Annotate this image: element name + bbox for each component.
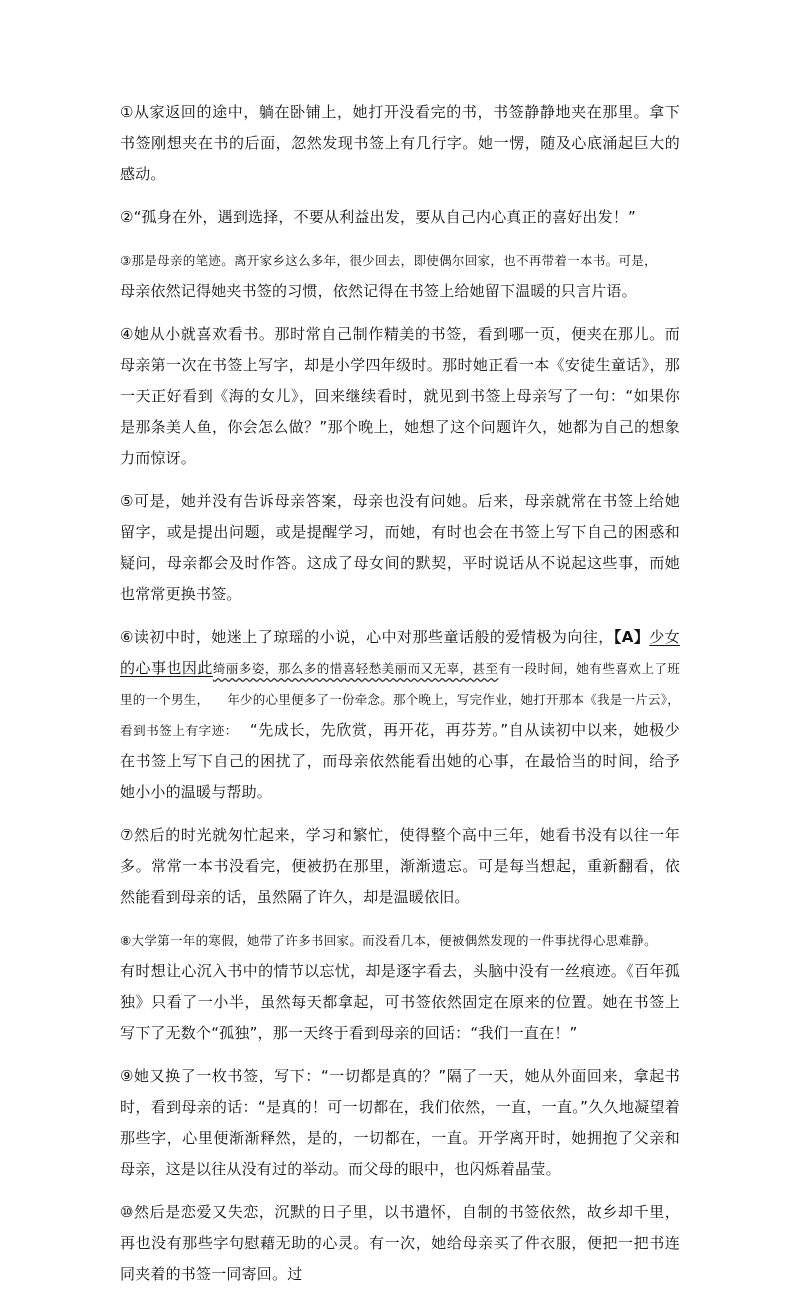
paragraph-9 <box>120 1061 680 1185</box>
document-body <box>120 97 680 1302</box>
paragraph-6-text-d: “先成长，先欣赏，再开花，再芬芳。”自从读初中以来，她极少在书签上写下自己的困扰了，而母亲依然能看出她的心事，在最恰当的时间，给予她小小的温暖与帮助。 <box>120 721 680 801</box>
paragraph-3-text-a: ③那是母亲的笔迹。离开家乡这么多年，很少回去，即使偶尔回家，也不再带着一本书。可是， <box>120 253 657 268</box>
paragraph-6-underlined: 少女的心事也因此 <box>120 628 680 677</box>
paragraph-7-text: ⑦然后的时光就匆忙起来，学习和繁忙，使得整个高中三年，她看书没有以往一年多。常常一本书没看完，便被扔在那里，渐渐遗忘。可是每当想起，重新翻看，依然能看到母亲的话，虽然隔了许久，却是温暖依旧。 <box>120 826 680 906</box>
paragraph-8-text-b: 有时想让心沉入书中的情节以忘忧，却是逐字看去，头脑中没有一丝痕迹。《百年孤独》只看了一小半，虽然每天都拿起，可书签依然固定在原来的位置。她在书签上写下了无数个“孤独”，那一天终于看到母亲的回话：“我们一直在！” <box>120 962 680 1042</box>
paragraph-6-text-b: 有一段时间，她有些喜欢上了班里的一个男生， <box>120 661 681 707</box>
paragraph-6-mark: 【A】 <box>613 628 650 646</box>
paragraph-2-text: ②“孤身在外，遇到选择，不要从利益出发，要从自己内心真正的喜好出发！” <box>120 208 636 226</box>
paragraph-1-text: ①从家返回的途中，躺在卧铺上，她打开没看完的书，书签静静地夹在那里。拿下书签刚想夹在书的后面，忽然发现书签上有几行字。她一愣，随及心底涌起巨大的感动。 <box>120 103 680 183</box>
paragraph-6-wavy: 绮丽多姿，那么多的惜喜轻愁美丽而又无辜，甚至 <box>212 661 499 676</box>
paragraph-4-text: ④她从小就喜欢看书。那时常自己制作精美的书签，看到哪一页，便夹在那儿。而母亲第一次在书签上写字，却是小学四年级时。那时她正看一本《安徒生童话》，那一天正好看到《海的女儿》，回来继续看时，就见到书签上母亲写了一句：“如果你是那条美人鱼，你会怎么做？”那个晚上，她想了这个问题许久，她都为自己的想象力而惊讶。 <box>120 325 680 467</box>
paragraph-7 <box>120 820 680 913</box>
paragraph-1 <box>120 97 680 190</box>
paragraph-10 <box>120 1197 680 1290</box>
paragraph-8 <box>120 925 680 1049</box>
paragraph-5-text: ⑤可是，她并没有告诉母亲答案，母亲也没有问她。后来，母亲就常在书签上给她留字，或是提出问题，或是提醒学习，而她，有时也会在书签上写下自己的困惑和疑问，母亲都会及时作答。这成了母女间的默契，平时说话从不说起这些事，而她也常常更换书签。 <box>120 492 680 603</box>
paragraph-6 <box>120 622 680 808</box>
paragraph-6-text-c: 年少的心里便多了一份牵念。那个晚上，写完作业，她打开那本《我是一片云》，看到书签上有字迹： <box>120 692 680 738</box>
paragraph-9-text: ⑨她又换了一枚书签，写下：“一切都是真的？”隔了一天，她从外面回来，拿起书时，看到母亲的话：“是真的！可一切都在，我们依然，一直，一直。”久久地凝望着那些字，心里便渐渐释然，是的，一切都在，一直。开学离开时，她拥抱了父亲和母亲，这是以往从没有过的举动。而父母的眼中，也闪烁着晶莹。 <box>120 1067 680 1178</box>
paragraph-8-text-a: ⑧大学第一年的寒假，她带了许多书回家。而没看几本，便被偶然发现的一件事扰得心思难静。 <box>120 933 657 948</box>
paragraph-3 <box>120 245 680 307</box>
paragraph-5 <box>120 486 680 610</box>
paragraph-10-text: ⑩然后是恋爱又失恋，沉默的日子里，以书遣怀，自制的书签依然，故乡却千里，再也没有那些字句慰藉无助的心灵。有一次，她给母亲买了件衣服，便把一把书连同夹着的书签一同寄回。过 <box>120 1203 680 1283</box>
paragraph-4 <box>120 319 680 474</box>
paragraph-2 <box>120 202 680 233</box>
paragraph-3-text-b: 母亲依然记得她夹书签的习惯，依然记得在书签上给她留下温暖的只言片语。 <box>120 282 637 300</box>
paragraph-6-text-a: ⑥读初中时，她迷上了琼瑶的小说，心中对那些童话般的爱情极为向往， <box>120 628 614 646</box>
